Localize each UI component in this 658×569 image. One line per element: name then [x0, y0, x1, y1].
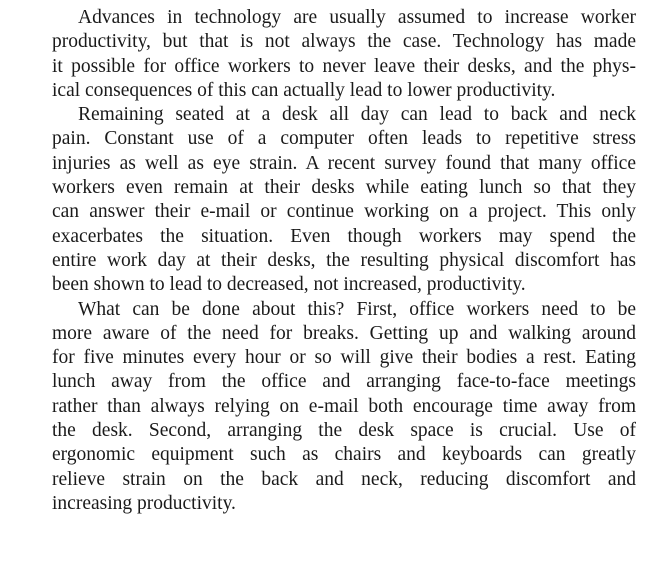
text-line: lunch away from the office and arranging face-to-face meetings — [52, 371, 636, 393]
text-line: pain. Constant use of a computer often leads to repetitive stress — [52, 128, 636, 150]
text-line: exacerbates the situation. Even though workers may spend the — [52, 225, 636, 247]
paragraph-2 — [52, 103, 636, 297]
text-line: been shown to lead to decreased, not increased, productivity. — [52, 274, 526, 296]
text-line: What can be done about this? First, office workers need to be — [78, 298, 636, 320]
paragraph-3 — [52, 298, 636, 517]
text-line: Advances in technology are usually assumed to increase worker — [78, 7, 636, 28]
text-line: it possible for office workers to never leave their desks, and the phys- — [52, 55, 636, 77]
text-line: productivity, but that is not always the case. Technology has made — [52, 31, 636, 53]
text-line: more aware of the need for breaks. Getting up and walking around — [52, 322, 636, 344]
text-line: rather than always relying on e-mail both encourage time away from — [52, 395, 636, 417]
text-line: can answer their e-mail or continue working on a project. This only — [52, 201, 636, 223]
text-line: workers even remain at their desks while eating lunch so that they — [52, 177, 636, 199]
text-line: for five minutes every hour or so will give their bodies a rest. Eating — [52, 347, 636, 369]
text-line: injuries as well as eye strain. A recent survey found that many office — [52, 152, 636, 174]
text-line: increasing productivity. — [52, 492, 236, 514]
document-body — [52, 6, 636, 516]
text-line: ical consequences of this can actually lead to lower productivity. — [52, 79, 556, 101]
text-line: relieve strain on the back and neck, reducing discomfort and — [52, 468, 636, 490]
text-line: Remaining seated at a desk all day can lead to back and neck — [78, 104, 636, 126]
paragraph-1 — [52, 6, 636, 103]
text-line: entire work day at their desks, the resulting physical discomfort has — [52, 249, 636, 271]
text-line: the desk. Second, arranging the desk space is crucial. Use of — [52, 420, 636, 442]
text-line: ergonomic equipment such as chairs and keyboards can greatly — [52, 444, 636, 466]
